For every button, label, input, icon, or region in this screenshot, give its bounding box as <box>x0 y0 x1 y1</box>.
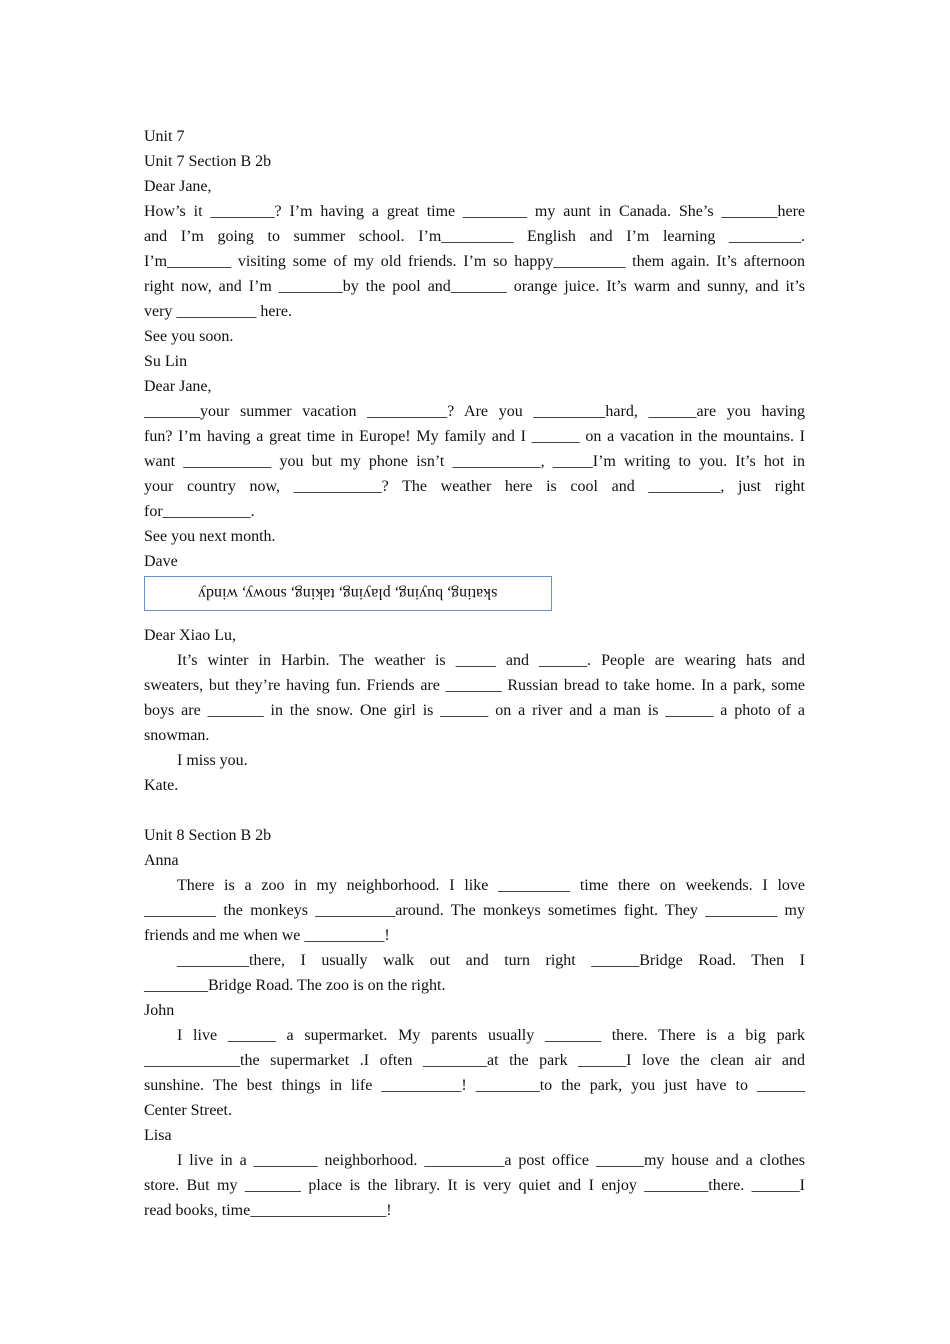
letter3-text-line: snowman. <box>144 727 210 744</box>
lisa-text-line: I live in a ________ neighborhood. __________a post office ______my house and a clothes <box>177 1152 805 1169</box>
section-title-unit7: Unit 7 Section B 2b <box>144 153 272 170</box>
lisa-text-line: read books, time_________________! <box>144 1202 392 1219</box>
anna-text-line: There is a zoo in my neighborhood. I like _________ time there on weekends. I love <box>177 877 805 894</box>
letter3-closing: I miss you. <box>177 752 248 769</box>
john-text-line: Center Street. <box>144 1102 232 1119</box>
letter1-greeting: Dear Jane, <box>144 178 212 195</box>
letter1-text-line: I’m________ visiting some of my old friends. I’m so happy_________ them again. It’s afternoon <box>144 253 805 270</box>
lisa-text-line: store. But my _______ place is the library. It is very quiet and I enjoy ________there. ______I <box>144 1177 805 1194</box>
john-name: John <box>144 1002 175 1019</box>
letter2-text-line: _______your summer vacation __________? Are you _________hard, ______are you having <box>144 403 805 420</box>
letter2-closing: See you next month. <box>144 528 276 545</box>
letter1-closing: See you soon. <box>144 328 234 345</box>
letter1-text-line: right now, and I’m ________by the pool and_______ orange juice. It’s warm and sunny, and it’s <box>144 278 805 295</box>
letter1-signature: Su Lin <box>144 353 188 370</box>
letter3-text-line: sweaters, but they’re having fun. Friends are _______ Russian bread to take home. In a park, some <box>144 677 805 694</box>
word-bank-box <box>144 576 552 611</box>
letter2-greeting: Dear Jane, <box>144 378 212 395</box>
word-bank-text: skating, buying, playing, taking, snowy, windy <box>198 585 498 602</box>
letter3-signature: Kate. <box>144 777 179 794</box>
john-text-line: I live ______ a supermarket. My parents usually _______ there. There is a big park <box>177 1027 805 1044</box>
anna-text-line: _________there, I usually walk out and turn right ______Bridge Road. Then I <box>177 952 805 969</box>
letter3-greeting: Dear Xiao Lu, <box>144 627 236 644</box>
john-text-line: sunshine. The best things in life __________! ________to the park, you just have to ______ <box>144 1077 805 1094</box>
letter3-text-line: It’s winter in Harbin. The weather is _____ and ______. People are wearing hats and <box>177 652 805 669</box>
letter2-text-line: your country now, ___________? The weather here is cool and _________, just right <box>144 478 805 495</box>
anna-text-line: friends and me when we __________! <box>144 927 390 944</box>
letter2-text-line: want ___________ you but my phone isn’t ___________, _____I’m writing to you. It’s hot in <box>144 453 805 470</box>
section-title-unit8: Unit 8 Section B 2b <box>144 827 272 844</box>
unit-heading: Unit 7 <box>144 128 185 145</box>
letter1-text-line: and I’m going to summer school. I’m_________ English and I’m learning _________. <box>144 228 805 245</box>
lisa-name: Lisa <box>144 1127 172 1144</box>
anna-text-line: ________Bridge Road. The zoo is on the right. <box>144 977 446 994</box>
letter2-text-line: fun? I’m having a great time in Europe! My family and I ______ on a vacation in the mountains. I <box>144 428 805 445</box>
letter1-text-line: very __________ here. <box>144 303 292 320</box>
worksheet-page <box>144 124 805 1223</box>
anna-name: Anna <box>144 852 179 869</box>
anna-text-line: _________ the monkeys __________around. The monkeys sometimes fight. They _________ my <box>144 902 805 919</box>
john-text-line: ____________the supermarket .I often ________at the park ______I love the clean air and <box>144 1052 805 1069</box>
letter2-signature: Dave <box>144 553 178 570</box>
spacer <box>144 798 805 823</box>
letter2-text-line: for___________. <box>144 503 255 520</box>
letter1-text-line: How’s it ________? I’m having a great time ________ my aunt in Canada. She’s _______here <box>144 203 805 220</box>
letter3-text-line: boys are _______ in the snow. One girl is ______ on a river and a man is ______ a photo of a <box>144 702 805 719</box>
